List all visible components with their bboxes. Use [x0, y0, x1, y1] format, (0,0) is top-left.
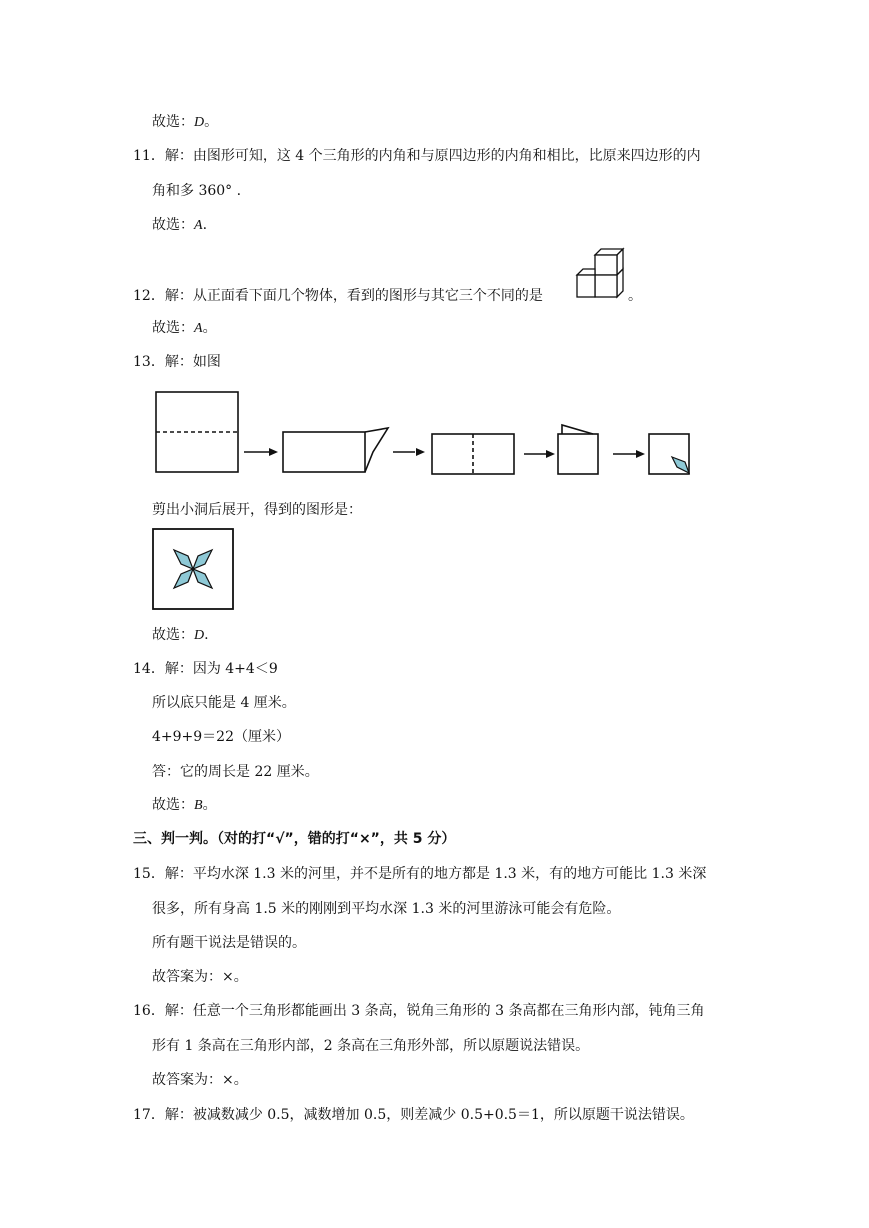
q11-line2: 角和多 360° . [152, 183, 242, 199]
q14-line1: 14．解：因为 4+4＜9 [133, 661, 278, 677]
q14-line2: 所以底只能是 4 厘米。 [152, 695, 296, 711]
q14-number: 14． [133, 661, 165, 677]
q13-line1: 13．解：如图 [133, 354, 221, 370]
q16-line1: 16．解：任意一个三角形都能画出 3 条高，锐角三角形的 3 条高都在三角形内部，钝角三角 [133, 1003, 705, 1019]
fold-step-2-rect [283, 432, 365, 472]
q14-line4: 答：它的周长是 22 厘米。 [152, 764, 319, 780]
q12-line1-end: 。 [628, 288, 642, 304]
q13-line2: 剪出小洞后展开，得到的图形是： [152, 502, 362, 518]
fold-step-4-square [558, 434, 598, 474]
q15-number: 15． [133, 866, 165, 882]
q16-line2: 形有 1 条高在三角形内部，2 条高在三角形外部，所以原题说法错误。 [152, 1038, 590, 1054]
q13-number: 13． [133, 354, 165, 370]
q10-answer: 故选：D。 [152, 114, 219, 130]
q17-line1: 17．解：被减数减少 0.5，减数增加 0.5，则差减少 0.5+0.5＝1，所以原题干说法错误。 [133, 1107, 694, 1123]
q11-answer: 故选：A. [152, 217, 208, 233]
q15-line3: 所有题干说法是错误的。 [152, 935, 306, 951]
q16-number: 16． [133, 1003, 165, 1019]
paper-folding-diagram [152, 388, 697, 478]
q15-line4: 故答案为：×。 [152, 969, 248, 985]
unfolded-result-figure [152, 528, 234, 610]
fold-step-3-rect [432, 434, 514, 474]
cut-hole-shape [672, 457, 689, 473]
q11-line1: 11．解：由图形可知，这 4 个三角形的内角和与原四边形的内角和相比，比原来四边形的内 [133, 148, 701, 164]
q12-number: 12． [133, 288, 165, 304]
q13-answer: 故选：D. [152, 627, 209, 643]
q11-number: 11． [133, 148, 165, 164]
q14-line3: 4+9+9＝22（厘米） [152, 729, 290, 745]
q14-answer: 故选：B。 [152, 797, 217, 813]
cube-stack-figure [575, 247, 633, 299]
q16-line3: 故答案为：×。 [152, 1072, 248, 1088]
fold-step-1-square [156, 392, 238, 472]
q12-line1: 12．解：从正面看下面几个物体，看到的图形与其它三个不同的是 [133, 288, 543, 304]
q15-line2: 很多，所有身高 1.5 米的刚刚到平均水深 1.3 米的河里游泳可能会有危险。 [152, 901, 621, 917]
q15-line1: 15．解：平均水深 1.3 米的河里，并不是所有的地方都是 1.3 米，有的地方可能比 1.3 米深 [133, 866, 707, 882]
section3-title: 三、判一判。（对的打“√”，错的打“×”，共 5 分） [133, 831, 456, 847]
q17-number: 17． [133, 1107, 165, 1123]
q12-answer: 故选：A。 [152, 320, 217, 336]
